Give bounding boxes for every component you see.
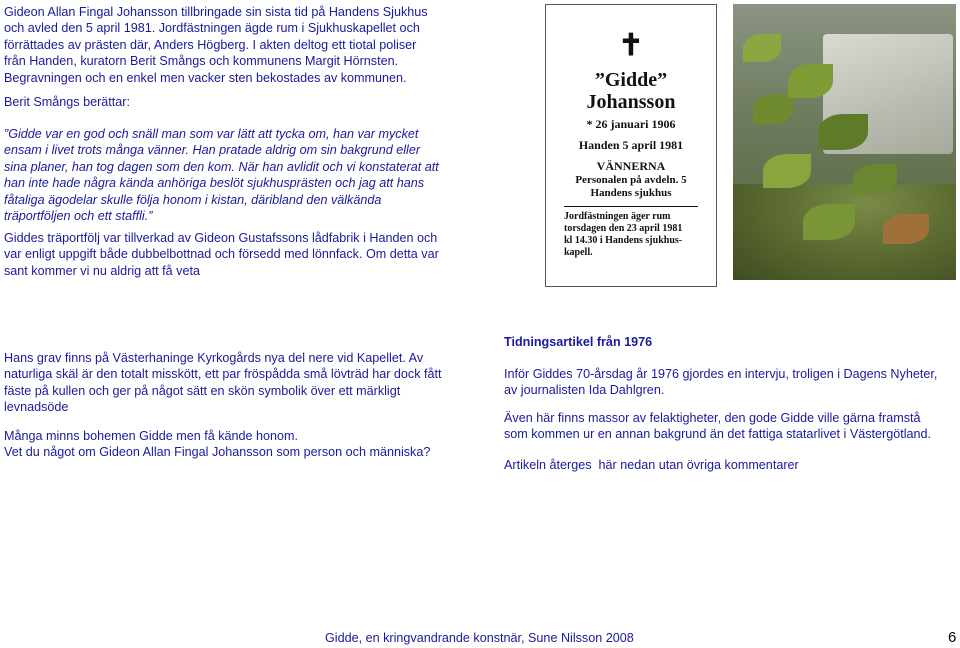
page-number: 6	[948, 629, 957, 646]
leaf	[818, 114, 868, 150]
portfolio-line: sant kommer vi nu aldrig att få veta	[4, 263, 200, 278]
grave-paragraph	[4, 350, 484, 416]
article-line: som kommen ur en annan bakgrund än det fattiga statarlivet i Västergötland.	[504, 427, 932, 442]
grave-line: naturliga skäl är den totalt misskött, ett par fröspådda små lövträd har dock fått	[4, 367, 442, 382]
quote-line: sina planer, han tog dagen som den kom. När han avlidit och vi konstaterat att	[4, 159, 439, 174]
intro-paragraph	[4, 4, 474, 86]
notice-funeral-line: torsdagen den 23 april 1981	[564, 223, 683, 234]
article-line: Även här finns massor av felaktigheter, den gode Gidde ville gärna framstå	[504, 411, 921, 425]
notice-divider	[564, 206, 698, 207]
quote-line: ensam i livet trots många vänner. Han pratade aldrig om sin bakgrund eller	[4, 143, 421, 158]
article-heading: Tidningsartikel från 1976	[504, 335, 653, 349]
article-line: av journalisten Ida Dahlgren.	[504, 383, 665, 398]
grave-line: Många minns bohemen Gidde men få kände honom.	[4, 429, 299, 443]
notice-mourners-3: Handens sjukhus	[590, 187, 672, 199]
portfolio-line: var enligt uppgift både dubbelbottnad och försedd med lönnfack. Om detta var	[4, 247, 439, 262]
portfolio-paragraph	[4, 230, 474, 279]
grave-question	[4, 428, 484, 461]
cross-icon: ✝	[618, 29, 644, 62]
article-closing: Artikeln återges här nedan utan övriga kommentarer	[504, 458, 799, 472]
leaf	[788, 64, 833, 98]
notice-funeral-line: kl 14.30 i Handens sjukhus-	[564, 235, 683, 246]
leaf	[763, 154, 811, 188]
grave-photo	[733, 4, 956, 280]
notice-mourners-1: VÄNNERNA	[596, 159, 666, 173]
leaf	[803, 204, 855, 240]
notice-mourners-2: Personalen på avdeln. 5	[575, 174, 687, 186]
quote-line: fåtaliga ägodelar skulle följa honom i kistan, däribland den välkända	[4, 192, 382, 207]
article-line: Inför Giddes 70-årsdag år 1976 gjordes en intervju, troligen i Dagens Nyheter,	[504, 367, 938, 381]
notice-funeral-line: kapell.	[564, 247, 593, 258]
grave-line: fäste på kullen och ger på något sätt en skön symbolik över ett märkligt	[4, 383, 401, 398]
intro-line: Gideon Allan Fingal Johansson tillbringade sin sista tid på Handens Sjukhus	[4, 5, 428, 19]
grave-line: Hans grav finns på Västerhaninge Kyrkogårds nya del nere vid Kapellet. Av	[4, 351, 424, 365]
leaf	[883, 214, 929, 244]
grave-line: levnadsöde	[4, 400, 69, 415]
leaf	[853, 164, 897, 194]
article-note	[504, 410, 956, 443]
death-notice-image	[545, 4, 717, 287]
berit-quote	[4, 126, 474, 224]
intro-line: förrättades av prästen där, Anders Högberg. I akten deltog ett tiotal poliser	[4, 37, 417, 52]
leaf	[743, 34, 781, 62]
berit-label: Berit Smångs berättar:	[4, 95, 130, 109]
intro-line: Begravningen och en enkel men vacker sten bekostades av kommunen.	[4, 70, 407, 85]
notice-funeral-line: Jordfästningen äger rum	[564, 211, 671, 222]
intro-line: och avled den 5 april 1981. Jordfästningen ägde rum i Sjukhuskapellet och	[4, 21, 420, 36]
quote-line: han inte hade några kända anhöriga beslöt sjukhusprästen och jag att hans	[4, 176, 425, 191]
quote-line: ”Gidde var en god och snäll man som var lätt att tycka om, han var mycket	[4, 127, 419, 141]
page-footer: Gidde, en kringvandrande konstnär, Sune Nilsson 2008	[325, 631, 634, 645]
quote-line: träportföljen och ett staffli.”	[4, 209, 153, 224]
notice-surname: Johansson	[586, 91, 676, 113]
article-intro	[504, 366, 956, 399]
notice-died: Handen 5 april 1981	[578, 138, 684, 152]
notice-name: ”Gidde”	[594, 69, 668, 91]
intro-line: från Handen, kuratorn Berit Smångs och kommunens Margit Hörnsten.	[4, 54, 399, 69]
portfolio-line: Giddes träportfölj var tillverkad av Gideon Gustafssons lådfabrik i Handen och	[4, 231, 438, 245]
leaf	[753, 94, 793, 124]
grave-line: Vet du något om Gideon Allan Fingal Johansson som person och människa?	[4, 445, 431, 460]
death-notice	[556, 13, 706, 281]
notice-born: * 26 januari 1906	[586, 117, 676, 131]
